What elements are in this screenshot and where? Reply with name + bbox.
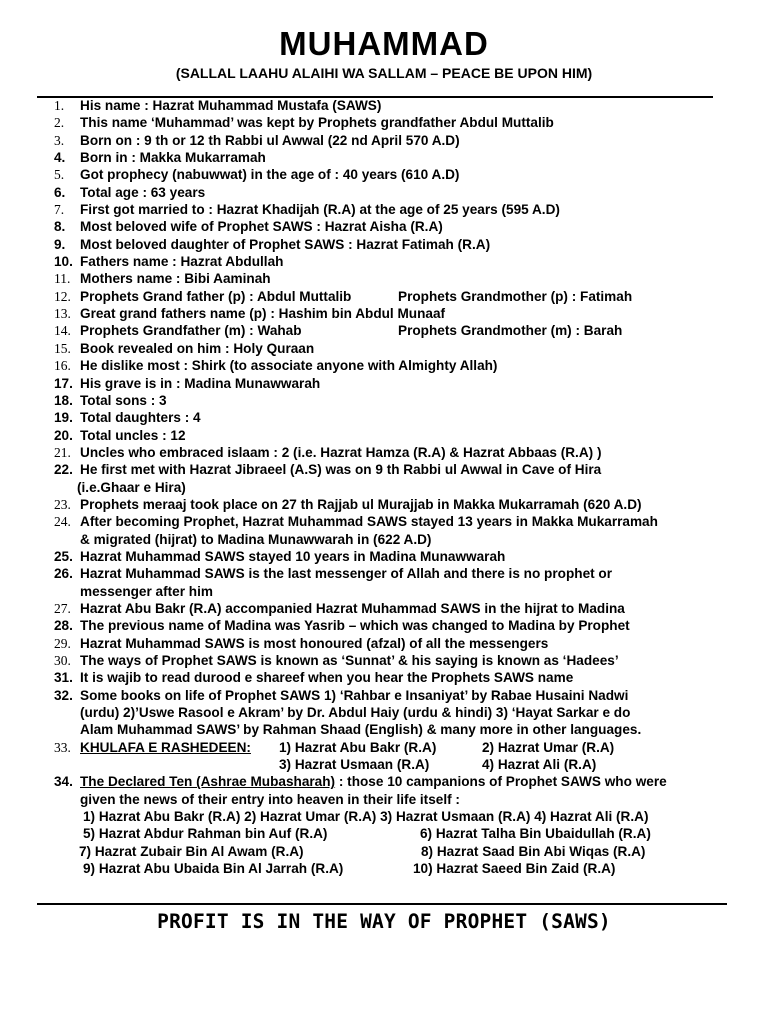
- companion-names: 1) Hazrat Abu Bakr (R.A) 2) Hazrat Umar (R.A) 3) Hazrat Usmaan (R.A) 4) Hazrat Ali (R.A): [83, 809, 649, 825]
- list-item: [0, 97, 768, 114]
- item-text-secondary: Prophets Grandmother (m) : Barah: [398, 323, 623, 339]
- item-number: 23.: [54, 496, 71, 512]
- list-item: [0, 427, 768, 444]
- item-text-continuation: (i.e.Ghaar e Hira): [77, 479, 186, 495]
- page-subtitle: (SALLAL LAAHU ALAIHI WA SALLAM – PEACE BE UPON HIM): [175, 65, 593, 81]
- list-item: [0, 340, 768, 357]
- item-number: 1.: [54, 98, 65, 113]
- declared-ten-description: : those 10 campanions of Prophet SAWS who were: [338, 774, 667, 790]
- companion-name: 6) Hazrat Talha Bin Ubaidullah (R.A): [420, 826, 651, 842]
- khulafa-name: 3) Hazrat Usmaan (R.A): [279, 757, 430, 773]
- item-text: Total age : 63 years: [80, 184, 206, 200]
- khulafa-name: 2) Hazrat Umar (R.A): [482, 739, 615, 755]
- item-number: 4.: [54, 150, 66, 166]
- item-text: First got married to : Hazrat Khadijah (R.A) at the age of 25 years (595 A.D): [80, 202, 560, 218]
- item-number: 24.: [54, 514, 71, 530]
- bottom-divider: [37, 903, 727, 905]
- item-text: Great grand fathers name (p) : Hashim bin Abdul Munaaf: [80, 306, 446, 322]
- list-item: [0, 322, 768, 339]
- item-number: 3.: [54, 132, 65, 148]
- list-item: [0, 513, 768, 530]
- facts-list: [0, 97, 768, 877]
- list-item: [0, 461, 768, 478]
- item-text: Total sons : 3: [80, 392, 167, 408]
- list-item-continuation: [0, 583, 768, 600]
- list-item-continuation: [0, 704, 768, 721]
- item-number: 27.: [54, 600, 71, 616]
- item-text: Hazrat Muhammad SAWS stayed 10 years in Madina Munawwarah: [80, 548, 506, 564]
- list-item: [0, 617, 768, 634]
- list-item: [0, 357, 768, 374]
- list-item-continuation: [0, 721, 768, 738]
- companion-name: 7) Hazrat Zubair Bin Al Awam (R.A): [79, 843, 304, 859]
- item-text: Hazrat Muhammad SAWS is most honoured (afzal) of all the messengers: [80, 635, 549, 651]
- item-number: 14.: [54, 323, 71, 339]
- list-item-continuation: [0, 756, 768, 773]
- declared-ten-row: [0, 825, 768, 842]
- page-footer: PROFIT IS IN THE WAY OF PROPHET (SAWS): [157, 910, 611, 933]
- list-item: [0, 496, 768, 513]
- item-number: 29.: [54, 635, 71, 651]
- item-number: 13.: [54, 306, 71, 322]
- item-number: 16.: [54, 358, 71, 374]
- declared-ten-row: [0, 860, 768, 877]
- list-item: [0, 166, 768, 183]
- item-number: 17.: [54, 375, 73, 391]
- list-item: [0, 375, 768, 392]
- list-item: [0, 392, 768, 409]
- list-item: [0, 236, 768, 253]
- item-text: Some books on life of Prophet SAWS 1) ‘Rahbar e Insaniyat’ by Rabae Husaini Nadwi: [80, 687, 629, 703]
- list-item: [0, 132, 768, 149]
- item-text: His grave is in : Madina Munawwarah: [80, 375, 321, 391]
- item-text: Total daughters : 4: [80, 410, 201, 426]
- item-number: 2.: [54, 115, 65, 131]
- list-item: [0, 218, 768, 235]
- list-item-khulafa: [0, 739, 768, 756]
- list-item: [0, 565, 768, 582]
- declared-ten-row: [0, 843, 768, 860]
- item-text-continuation: & migrated (hijrat) to Madina Munawwarah in (622 A.D): [80, 531, 432, 547]
- item-number: 6.: [54, 184, 66, 200]
- list-item: [0, 687, 768, 704]
- companion-name: 10) Hazrat Saeed Bin Zaid (R.A): [413, 861, 616, 877]
- list-item-continuation: [0, 531, 768, 548]
- list-item: [0, 409, 768, 426]
- list-item: [0, 184, 768, 201]
- list-item: [0, 652, 768, 669]
- item-text: The previous name of Madina was Yasrib – which was changed to Madina by Prophet: [80, 618, 630, 634]
- list-item-declared-ten: [0, 773, 768, 790]
- list-item: [0, 600, 768, 617]
- item-number: 22.: [54, 462, 73, 478]
- item-text: The ways of Prophet SAWS is known as ‘Sunnat’ & his saying is known as ‘Hadees’: [80, 653, 619, 668]
- item-text: Uncles who embraced islaam : 2 (i.e. Hazrat Hamza (R.A) & Hazrat Abbaas (R.A) ): [80, 444, 602, 460]
- list-item: [0, 635, 768, 652]
- item-text: Total uncles : 12: [80, 427, 186, 443]
- item-text: It is wajib to read durood e shareef when you hear the Prophets SAWS name: [80, 670, 574, 686]
- companion-name: 8) Hazrat Saad Bin Abi Wiqas (R.A): [421, 843, 646, 859]
- item-number: 20.: [54, 427, 73, 443]
- item-text: [80, 773, 667, 790]
- item-number: 28.: [54, 618, 73, 634]
- item-text-continuation: messenger after him: [80, 583, 213, 599]
- item-text: Fathers name : Hazrat Abdullah: [80, 254, 284, 270]
- list-item: [0, 149, 768, 166]
- item-number: 5.: [54, 167, 65, 183]
- item-text: Prophets meraaj took place on 27 th Rajjab ul Murajjab in Makka Mukarramah (620 A.D): [80, 496, 642, 512]
- item-number: 10.: [54, 254, 73, 270]
- item-text: Most beloved wife of Prophet SAWS : Hazrat Aisha (R.A): [80, 219, 443, 235]
- declared-ten-heading: The Declared Ten (Ashrae Mubasharah): [80, 774, 336, 790]
- item-text: Most beloved daughter of Prophet SAWS : Hazrat Fatimah (R.A): [80, 236, 491, 252]
- list-item: [0, 114, 768, 131]
- item-number: 33.: [54, 739, 71, 755]
- companion-name: 9) Hazrat Abu Ubaida Bin Al Jarrah (R.A): [83, 861, 344, 877]
- item-number: 12.: [54, 288, 71, 304]
- list-item: [0, 444, 768, 461]
- item-text: Born in : Makka Mukarramah: [80, 150, 266, 166]
- list-item: [0, 270, 768, 287]
- item-text: This name ‘Muhammad’ was kept by Prophets grandfather Abdul Muttalib: [80, 115, 554, 131]
- item-text: Hazrat Abu Bakr (R.A) accompanied Hazrat Muhammad SAWS in the hijrat to Madina: [80, 600, 625, 616]
- companion-name: 5) Hazrat Abdur Rahman bin Auf (R.A): [83, 826, 328, 842]
- khulafa-name: 4) Hazrat Ali (R.A): [482, 757, 597, 773]
- item-text: Book revealed on him : Holy Quraan: [80, 340, 315, 356]
- item-text: Prophets Grandfather (m) : Wahab: [80, 323, 302, 339]
- item-text: Hazrat Muhammad SAWS is the last messenger of Allah and there is no prophet or: [80, 566, 613, 582]
- list-item: [0, 669, 768, 686]
- item-number: 30.: [54, 653, 71, 668]
- list-item: [0, 201, 768, 218]
- item-text: Prophets Grand father (p) : Abdul Muttalib: [80, 288, 352, 304]
- declared-ten-row: [0, 808, 768, 825]
- item-number: 21.: [54, 444, 71, 460]
- item-number: 31.: [54, 670, 73, 686]
- item-text: His name : Hazrat Muhammad Mustafa (SAWS): [80, 98, 382, 113]
- item-text: Born on : 9 th or 12 th Rabbi ul Awwal (22 nd April 570 A.D): [80, 132, 460, 148]
- item-number: 19.: [54, 410, 73, 426]
- khulafa-name: 1) Hazrat Abu Bakr (R.A): [279, 739, 437, 755]
- list-item: [0, 305, 768, 322]
- item-text-secondary: Prophets Grandmother (p) : Fatimah: [398, 288, 633, 304]
- item-text-continuation: Alam Muhammad SAWS’ by Rahman Shaad (English) & many more in other languages.: [80, 722, 642, 738]
- item-text-continuation: (urdu) 2)’Uswe Rasool e Akram’ by Dr. Abdul Haiy (urdu & hindi) 3) ‘Hayat Sarkar e do: [80, 705, 631, 721]
- item-number: 26.: [54, 566, 73, 582]
- page-title: MUHAMMAD: [279, 25, 489, 62]
- item-number: 15.: [54, 340, 71, 356]
- item-text: Got prophecy (nabuwwat) in the age of : 40 years (610 A.D): [80, 167, 460, 183]
- item-number: 11.: [54, 271, 71, 287]
- item-number: 18.: [54, 392, 73, 408]
- item-text: He first met with Hazrat Jibraeel (A.S) was on 9 th Rabbi ul Awwal in Cave of Hira: [80, 462, 602, 478]
- list-item-continuation: [0, 791, 768, 808]
- item-number: 32.: [54, 687, 73, 703]
- item-number: 7.: [54, 202, 65, 218]
- list-item: [0, 548, 768, 565]
- item-text: After becoming Prophet, Hazrat Muhammad SAWS stayed 13 years in Makka Mukarramah: [80, 514, 658, 530]
- item-number: 8.: [54, 219, 66, 235]
- item-number: 9.: [54, 236, 66, 252]
- list-item: [0, 253, 768, 270]
- item-number: 34.: [54, 774, 73, 790]
- list-item: [0, 288, 768, 305]
- list-item-continuation: [0, 479, 768, 496]
- item-text: Mothers name : Bibi Aaminah: [80, 271, 271, 287]
- item-text: He dislike most : Shirk (to associate anyone with Almighty Allah): [80, 358, 498, 374]
- item-text-continuation: given the news of their entry into heaven in their life itself :: [80, 791, 460, 807]
- khulafa-heading: KHULAFA E RASHEDEEN:: [80, 739, 251, 755]
- item-number: 25.: [54, 548, 73, 564]
